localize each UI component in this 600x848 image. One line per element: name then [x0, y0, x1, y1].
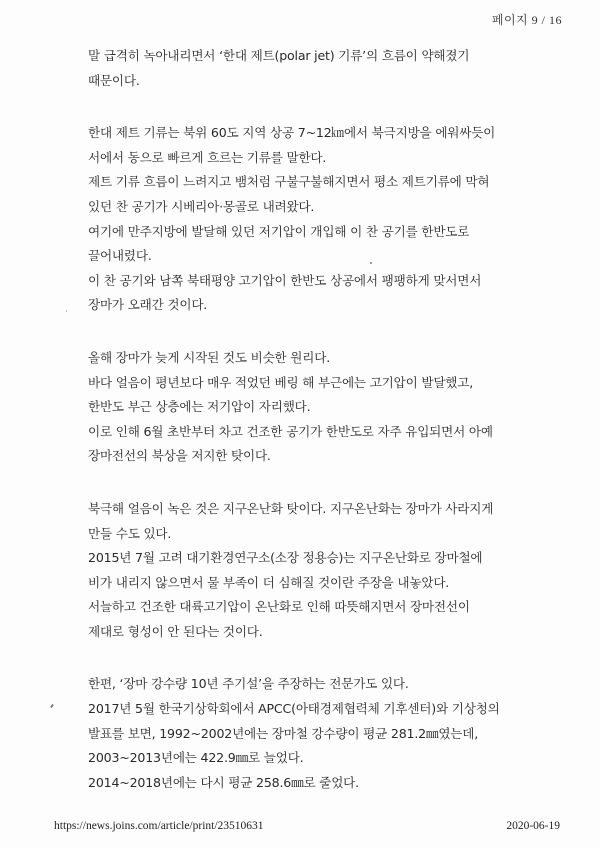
- text-line: 서늘하고 건조한 대륙고기압이 온난화로 인해 따뜻해지면서 장마전선이: [88, 599, 470, 615]
- text-line: 발표를 보면, 1992~2002년에는 장마철 강수량이 평균 281.2㎜였는데,: [88, 725, 479, 741]
- paragraph: [88, 348, 558, 466]
- article-body: [88, 46, 558, 797]
- text-line: 제트 기류 흐름이 느려지고 뱀처럼 구불구불해지면서 평소 제트기류에 막혀: [88, 174, 490, 190]
- paragraph-gap: [88, 95, 558, 123]
- text-line: 제대로 형성이 안 된다는 것이다.: [88, 623, 263, 639]
- paragraph-gap: [88, 646, 558, 674]
- text-line: 비가 내리지 않으면서 물 부족이 더 심해질 것이란 주장을 내놓았다.: [88, 574, 450, 590]
- text-line: 장마전선의 북상을 저지한 탓이다.: [88, 448, 271, 464]
- text-line: 북극해 얼음이 녹은 것은 지구온난화 탓이다. 지구온난화는 장마가 사라지게: [88, 500, 494, 516]
- paragraph: [88, 499, 558, 642]
- text-line: 한반도 부근 상층에는 저기압이 자리했다.: [88, 399, 311, 415]
- text-line: 2003~2013년에는 422.9㎜로 늘었다.: [88, 750, 304, 766]
- paragraph-gap: [88, 471, 558, 499]
- text-line: 이 찬 공기와 남쪽 북태평양 고기압이 한반도 상공에서 팽팽하게 맞서면서: [88, 272, 482, 288]
- text-line: 만들 수도 있다.: [88, 525, 172, 541]
- text-line: 2015년 7월 고려 대기환경연구소(소장 정용승)는 지구온난화로 장마철에: [88, 550, 483, 566]
- text-line: 한대 제트 기류는 북위 60도 지역 상공 7~12㎞에서 북극지방을 에워싸듯이: [88, 125, 496, 141]
- text-line: 바다 얼음이 평년보다 매우 적었던 베링 해 부근에는 고기압이 발달했고,: [88, 374, 474, 390]
- paragraph: [88, 46, 558, 91]
- text-line: 끌어내렸다.: [88, 248, 152, 264]
- text-line: 올해 장마가 늦게 시작된 것도 비슷한 원리다.: [88, 349, 331, 365]
- text-line: 2017년 5월 한국기상학회에서 APCC(아태경제협력체 기후센터)와 기상청의: [88, 701, 500, 717]
- paragraph-gap: [88, 320, 558, 348]
- text-line: 말 급격히 녹아내리면서 ‘한대 제트(polar jet) 기류’의 흐름이 약해졌기: [88, 48, 470, 63]
- scan-speck: [66, 310, 67, 312]
- footer-source-url: https://news.joins.com/article/print/23510631: [54, 820, 264, 832]
- paragraph: [88, 123, 558, 315]
- paragraph: [88, 674, 558, 792]
- text-line: 한편, ‘장마 강수량 10년 주기설’을 주장하는 전문가도 있다.: [88, 676, 409, 692]
- text-line: 때문이다.: [88, 72, 140, 88]
- page-number: 페이지 9 / 16: [491, 13, 562, 27]
- text-line: 있던 찬 공기가 시베리아·몽골로 내려왔다.: [88, 198, 315, 214]
- text-line: 여기에 만주지방에 발달해 있던 저기압이 개입해 이 찬 공기를 한반도로: [88, 223, 470, 239]
- text-line: 서에서 동으로 빠르게 흐르는 기류를 말한다.: [88, 149, 327, 165]
- text-line: 2014~2018년에는 다시 평균 258.6㎜로 줄었다.: [88, 774, 359, 790]
- scan-speck: [50, 704, 54, 708]
- scan-speck: [370, 262, 372, 264]
- text-line: 이로 인해 6월 초반부터 차고 건조한 공기가 한반도로 자주 유입되면서 아예: [88, 423, 493, 439]
- text-line: 장마가 오래간 것이다.: [88, 297, 208, 313]
- footer-date: 2020-06-19: [506, 820, 560, 832]
